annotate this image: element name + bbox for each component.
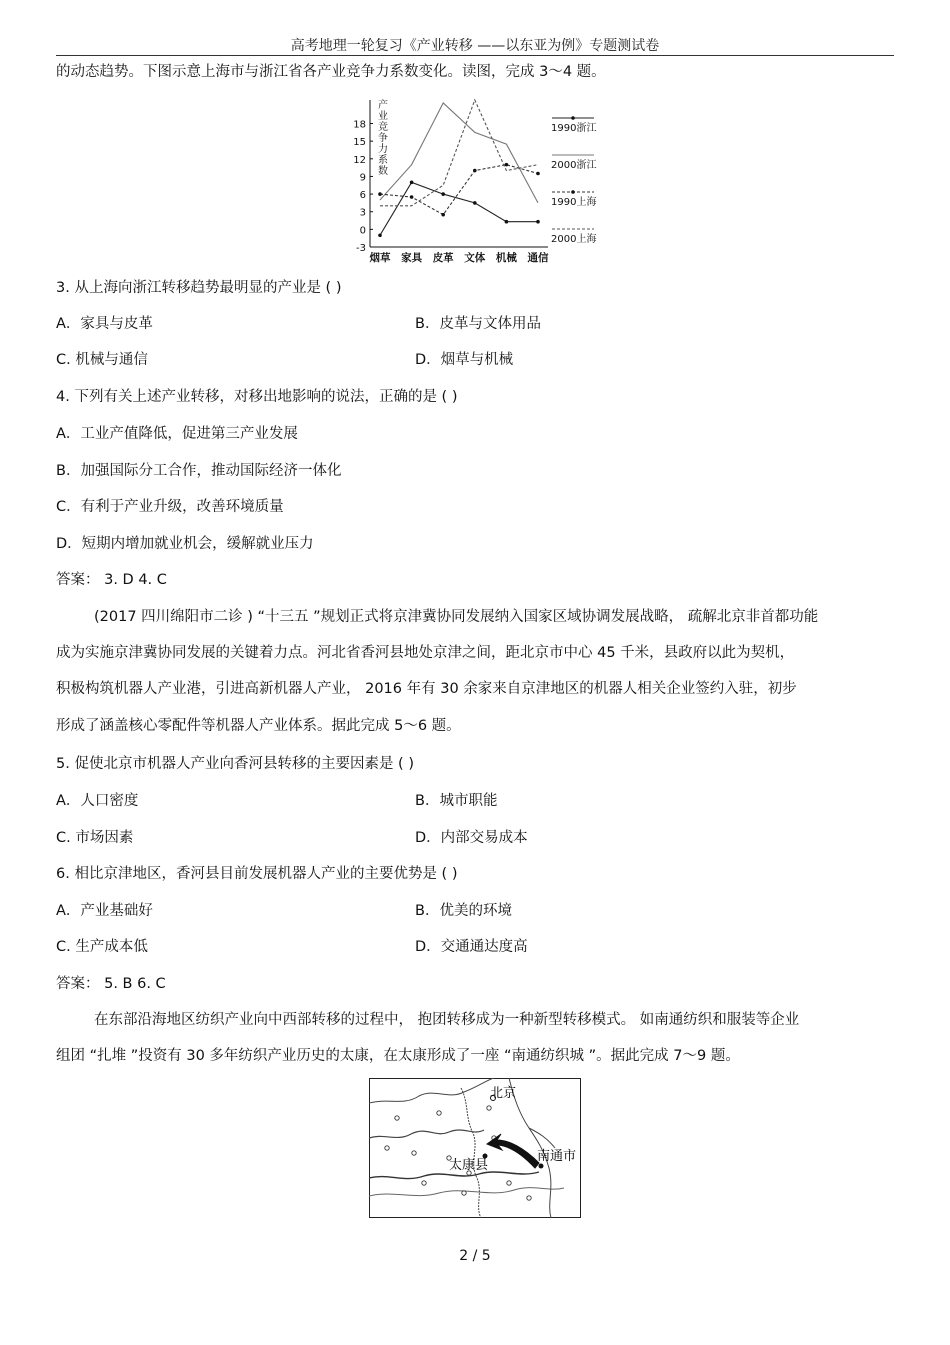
- legend-marker: [571, 116, 575, 120]
- map-label-beijing: 北京: [490, 1086, 517, 1101]
- q5-option-c: C. 市场因素: [56, 830, 134, 846]
- q3-stem: 3. 从上海向浙江转移趋势最明显的产业是 ( ): [56, 280, 342, 296]
- y-axis-label-char: 竞: [378, 122, 388, 133]
- q5-option-b: B．城市职能: [415, 793, 498, 809]
- q3-option-c: C. 机械与通信: [56, 352, 148, 368]
- page-header: 高考地理一轮复习《产业转移 ——以东亚为例》专题测试卷: [290, 38, 660, 54]
- q4-option-d: D．短期内增加就业机会，缓解就业压力: [56, 536, 314, 552]
- para2-line2: 成为实施京津冀协同发展的关键着力点。河北省香河县地处京津之间，距北京市中心 45 千米，县政府以此为契机，: [56, 645, 795, 661]
- intro-text: 的动态趋势。下图示意上海市与浙江省各产业竞争力系数变化。读图，完成 3～4 题。: [56, 64, 606, 80]
- data-point: [473, 201, 477, 205]
- q4-option-b: B．加强国际分工合作，推动国际经济一体化: [56, 463, 342, 479]
- legend-label: 2000上海: [551, 234, 597, 245]
- map-label-nantong: 南通市: [537, 1149, 577, 1164]
- data-point: [473, 169, 477, 173]
- x-tick-label: 机械: [495, 252, 517, 264]
- y-tick-label: 6: [359, 190, 366, 202]
- y-axis-label-char: 力: [378, 144, 388, 155]
- legend-marker: [571, 190, 575, 194]
- y-axis-label-char: 系: [378, 155, 388, 166]
- q3-option-a: A．家具与皮革: [56, 316, 153, 332]
- data-point: [505, 163, 509, 167]
- para2-line1: (2017 四川绵阳市二诊 ) “十三五 ”规划正式将京津冀协同发展纳入国家区域协调发展战略， 疏解北京非首都功能: [94, 609, 819, 625]
- q5-option-a: A．人口密度: [56, 793, 139, 809]
- legend-label: 2000浙江: [551, 160, 597, 171]
- header-rule: [56, 55, 894, 56]
- data-point: [378, 233, 382, 237]
- answer-3-4: 答案： 3. D 4. C: [56, 572, 167, 588]
- y-tick-label: 18: [353, 119, 366, 131]
- q6-option-d: D．交通通达度高: [415, 939, 528, 955]
- data-point: [410, 195, 414, 199]
- x-tick-label: 皮革: [432, 252, 454, 264]
- y-tick-label: 12: [353, 154, 366, 166]
- x-tick-label: 家具: [401, 252, 423, 264]
- y-axis-label-char: 业: [378, 111, 388, 122]
- page-number: 2 / 5: [459, 1248, 491, 1264]
- data-point: [505, 220, 509, 224]
- y-axis-label-char: 争: [378, 133, 388, 144]
- y-axis-label-char: 数: [378, 166, 388, 177]
- answer-5-6: 答案： 5. B 6. C: [56, 976, 166, 992]
- q6-stem: 6. 相比京津地区，香河县目前发展机器人产业的主要优势是 ( ): [56, 866, 458, 882]
- map-label-taikang: 太康县: [449, 1158, 489, 1173]
- x-tick-label: 烟草: [369, 252, 391, 264]
- q4-stem: 4. 下列有关上述产业转移，对移出地影响的说法，正确的是 ( ): [56, 389, 458, 405]
- data-point: [378, 192, 382, 196]
- series-line: [380, 182, 538, 235]
- q5-option-d: D．内部交易成本: [415, 830, 528, 846]
- q6-option-a: A．产业基础好: [56, 903, 153, 919]
- data-point: [441, 192, 445, 196]
- x-tick-label: 文体: [464, 252, 486, 264]
- q4-option-c: C．有利于产业升级，改善环境质量: [56, 499, 284, 515]
- data-point: [441, 213, 445, 217]
- para2-line3: 积极构筑机器人产业港，引进高新机器人产业， 2016 年有 30 余家来自京津地区的机器人相关企业签约入驻，初步: [56, 681, 797, 697]
- series-line: [380, 165, 538, 215]
- y-tick-label: 9: [359, 172, 366, 184]
- legend-label: 1990浙江: [551, 123, 597, 134]
- y-tick-label: 15: [353, 137, 366, 149]
- y-tick-label: -3: [356, 243, 366, 254]
- data-point: [410, 181, 414, 185]
- series-line: [380, 100, 538, 206]
- q3-option-b: B．皮革与文体用品: [415, 316, 541, 332]
- para3-line2: 组团 “扎堆 ”投资有 30 多年纺织产业历史的太康，在太康形成了一座 “南通纺织城 ”。据此完成 7～9 题。: [56, 1048, 740, 1064]
- competitiveness-line-chart: [340, 92, 610, 270]
- y-tick-label: 3: [359, 207, 366, 219]
- y-axis-label-char: 产: [378, 100, 388, 111]
- data-point: [536, 172, 540, 176]
- data-point: [536, 220, 540, 224]
- q5-stem: 5. 促使北京市机器人产业向香河县转移的主要因素是 ( ): [56, 756, 414, 772]
- x-tick-label: 通信: [527, 252, 549, 264]
- series-line: [380, 103, 538, 203]
- q6-option-c: C. 生产成本低: [56, 939, 148, 955]
- para3-line1: 在东部沿海地区纺织产业向中西部转移的过程中， 抱团转移成为一种新型转移模式。 如南通纺织和服装等企业: [94, 1012, 800, 1028]
- y-tick-label: 0: [359, 225, 366, 237]
- q6-option-b: B．优美的环境: [415, 903, 512, 919]
- q4-option-a: A．工业产值降低，促进第三产业发展: [56, 426, 298, 442]
- q3-option-d: D．烟草与机械: [415, 352, 514, 368]
- para2-line4: 形成了涵盖核心零配件等机器人产业体系。据此完成 5～6 题。: [56, 718, 461, 734]
- legend-label: 1990上海: [551, 197, 597, 208]
- textile-transfer-map: [369, 1078, 581, 1218]
